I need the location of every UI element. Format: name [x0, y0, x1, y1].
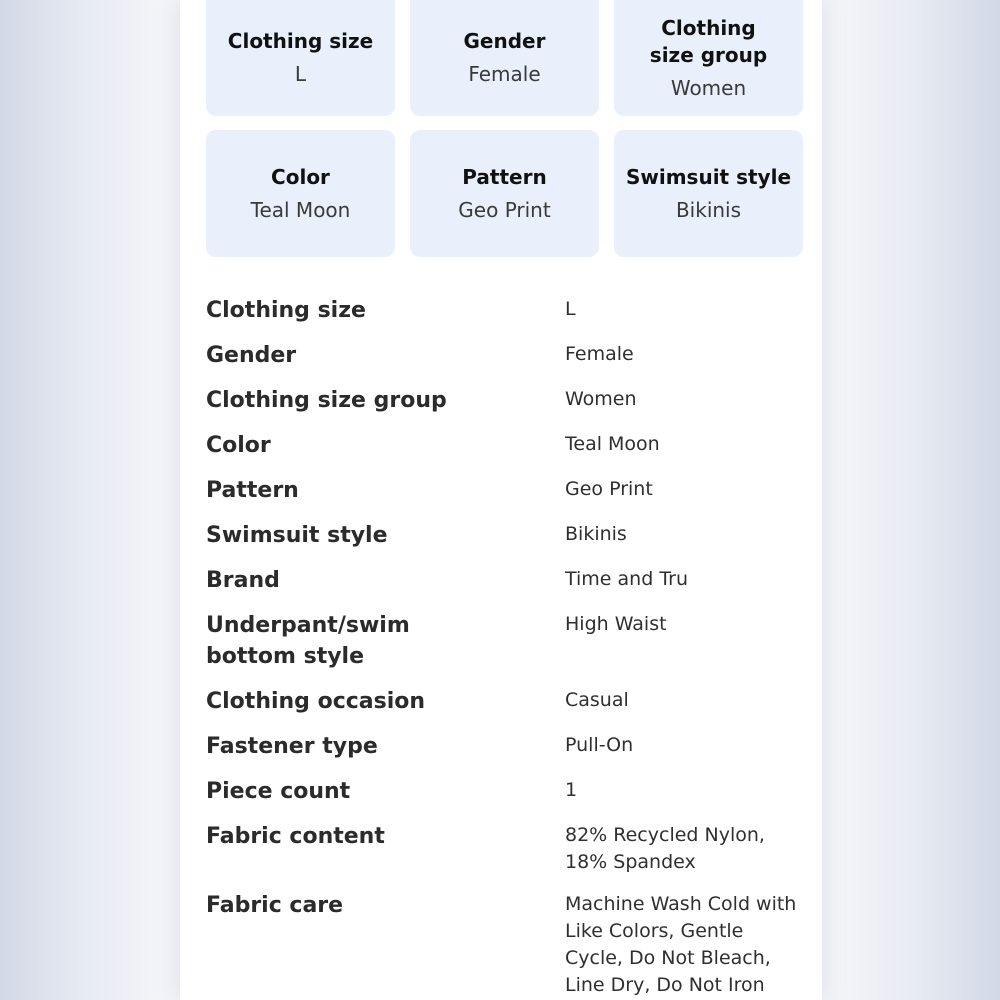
spec-value: Casual: [565, 689, 629, 711]
spec-value: High Waist: [565, 613, 667, 635]
spec-row-pattern: [206, 475, 802, 506]
card-value: Women: [670, 75, 747, 100]
card-value: Female: [468, 62, 541, 86]
spec-label: Color: [206, 433, 271, 458]
spec-label: Brand: [206, 568, 280, 593]
highlight-card-color: [206, 130, 395, 257]
spec-label: Fabric content: [206, 824, 385, 849]
highlight-card-pattern: [410, 130, 599, 257]
card-title: Pattern: [462, 164, 547, 189]
spec-row-fabric-care: [206, 890, 802, 999]
spec-label: Gender: [206, 343, 297, 368]
spec-label: Clothing size group: [206, 388, 447, 413]
card-title: Clothing size group: [649, 15, 768, 67]
card-value: Bikinis: [675, 197, 742, 222]
spec-value: 82% Recycled Nylon, 18% Spandex: [565, 824, 765, 873]
spec-row-fabric-content: [206, 821, 802, 876]
spec-row-underpant-bottom-style: [206, 610, 802, 672]
highlight-card-clothing-size: [206, 0, 395, 116]
spec-value: Bikinis: [565, 523, 627, 545]
spec-value: 1: [565, 779, 578, 801]
spec-row-piece-count: [206, 776, 802, 807]
spec-label: Fastener type: [206, 734, 378, 759]
spec-label: Fabric care: [206, 893, 344, 918]
spec-value: Geo Print: [565, 478, 653, 500]
spec-row-clothing-size-group: [206, 385, 802, 416]
spec-label: Underpant/swim bottom style: [206, 613, 410, 669]
spec-value: Pull-On: [565, 734, 634, 756]
spec-row-gender: [206, 340, 802, 371]
card-title: Swimsuit style: [625, 164, 792, 189]
card-value: Teal Moon: [250, 197, 351, 222]
spec-value: Time and Tru: [565, 568, 688, 590]
spec-row-fastener-type: [206, 731, 802, 762]
highlight-card-swimsuit-style: [614, 130, 803, 257]
card-value: L: [294, 62, 307, 86]
highlight-cards: [206, 0, 802, 257]
spec-label: Clothing occasion: [206, 689, 426, 714]
spec-row-brand: [206, 565, 802, 596]
spec-row-clothing-size: [206, 295, 802, 326]
card-title: Color: [271, 164, 330, 189]
spec-value: L: [565, 298, 576, 320]
spec-row-color: [206, 430, 802, 461]
specifications-list: [206, 295, 802, 1000]
product-details-panel: [180, 0, 822, 1000]
card-title: Clothing size: [227, 29, 374, 53]
spec-value: Women: [565, 388, 637, 410]
card-title: Gender: [463, 29, 546, 53]
spec-value: Female: [565, 343, 634, 365]
highlight-card-gender: [410, 0, 599, 116]
highlight-card-clothing-size-group: [614, 0, 803, 116]
spec-value: Machine Wash Cold with Like Colors, Gentle Cycle, Do Not Bleach, Line Dry, Do Not Iron: [565, 893, 797, 996]
spec-row-swimsuit-style: [206, 520, 802, 551]
spec-label: Swimsuit style: [206, 523, 388, 548]
spec-label: Clothing size: [206, 298, 366, 323]
spec-label: Pattern: [206, 478, 299, 503]
spec-row-clothing-occasion: [206, 686, 802, 717]
spec-value: Teal Moon: [565, 433, 660, 455]
card-value: Geo Print: [458, 197, 551, 222]
spec-label: Piece count: [206, 779, 351, 804]
